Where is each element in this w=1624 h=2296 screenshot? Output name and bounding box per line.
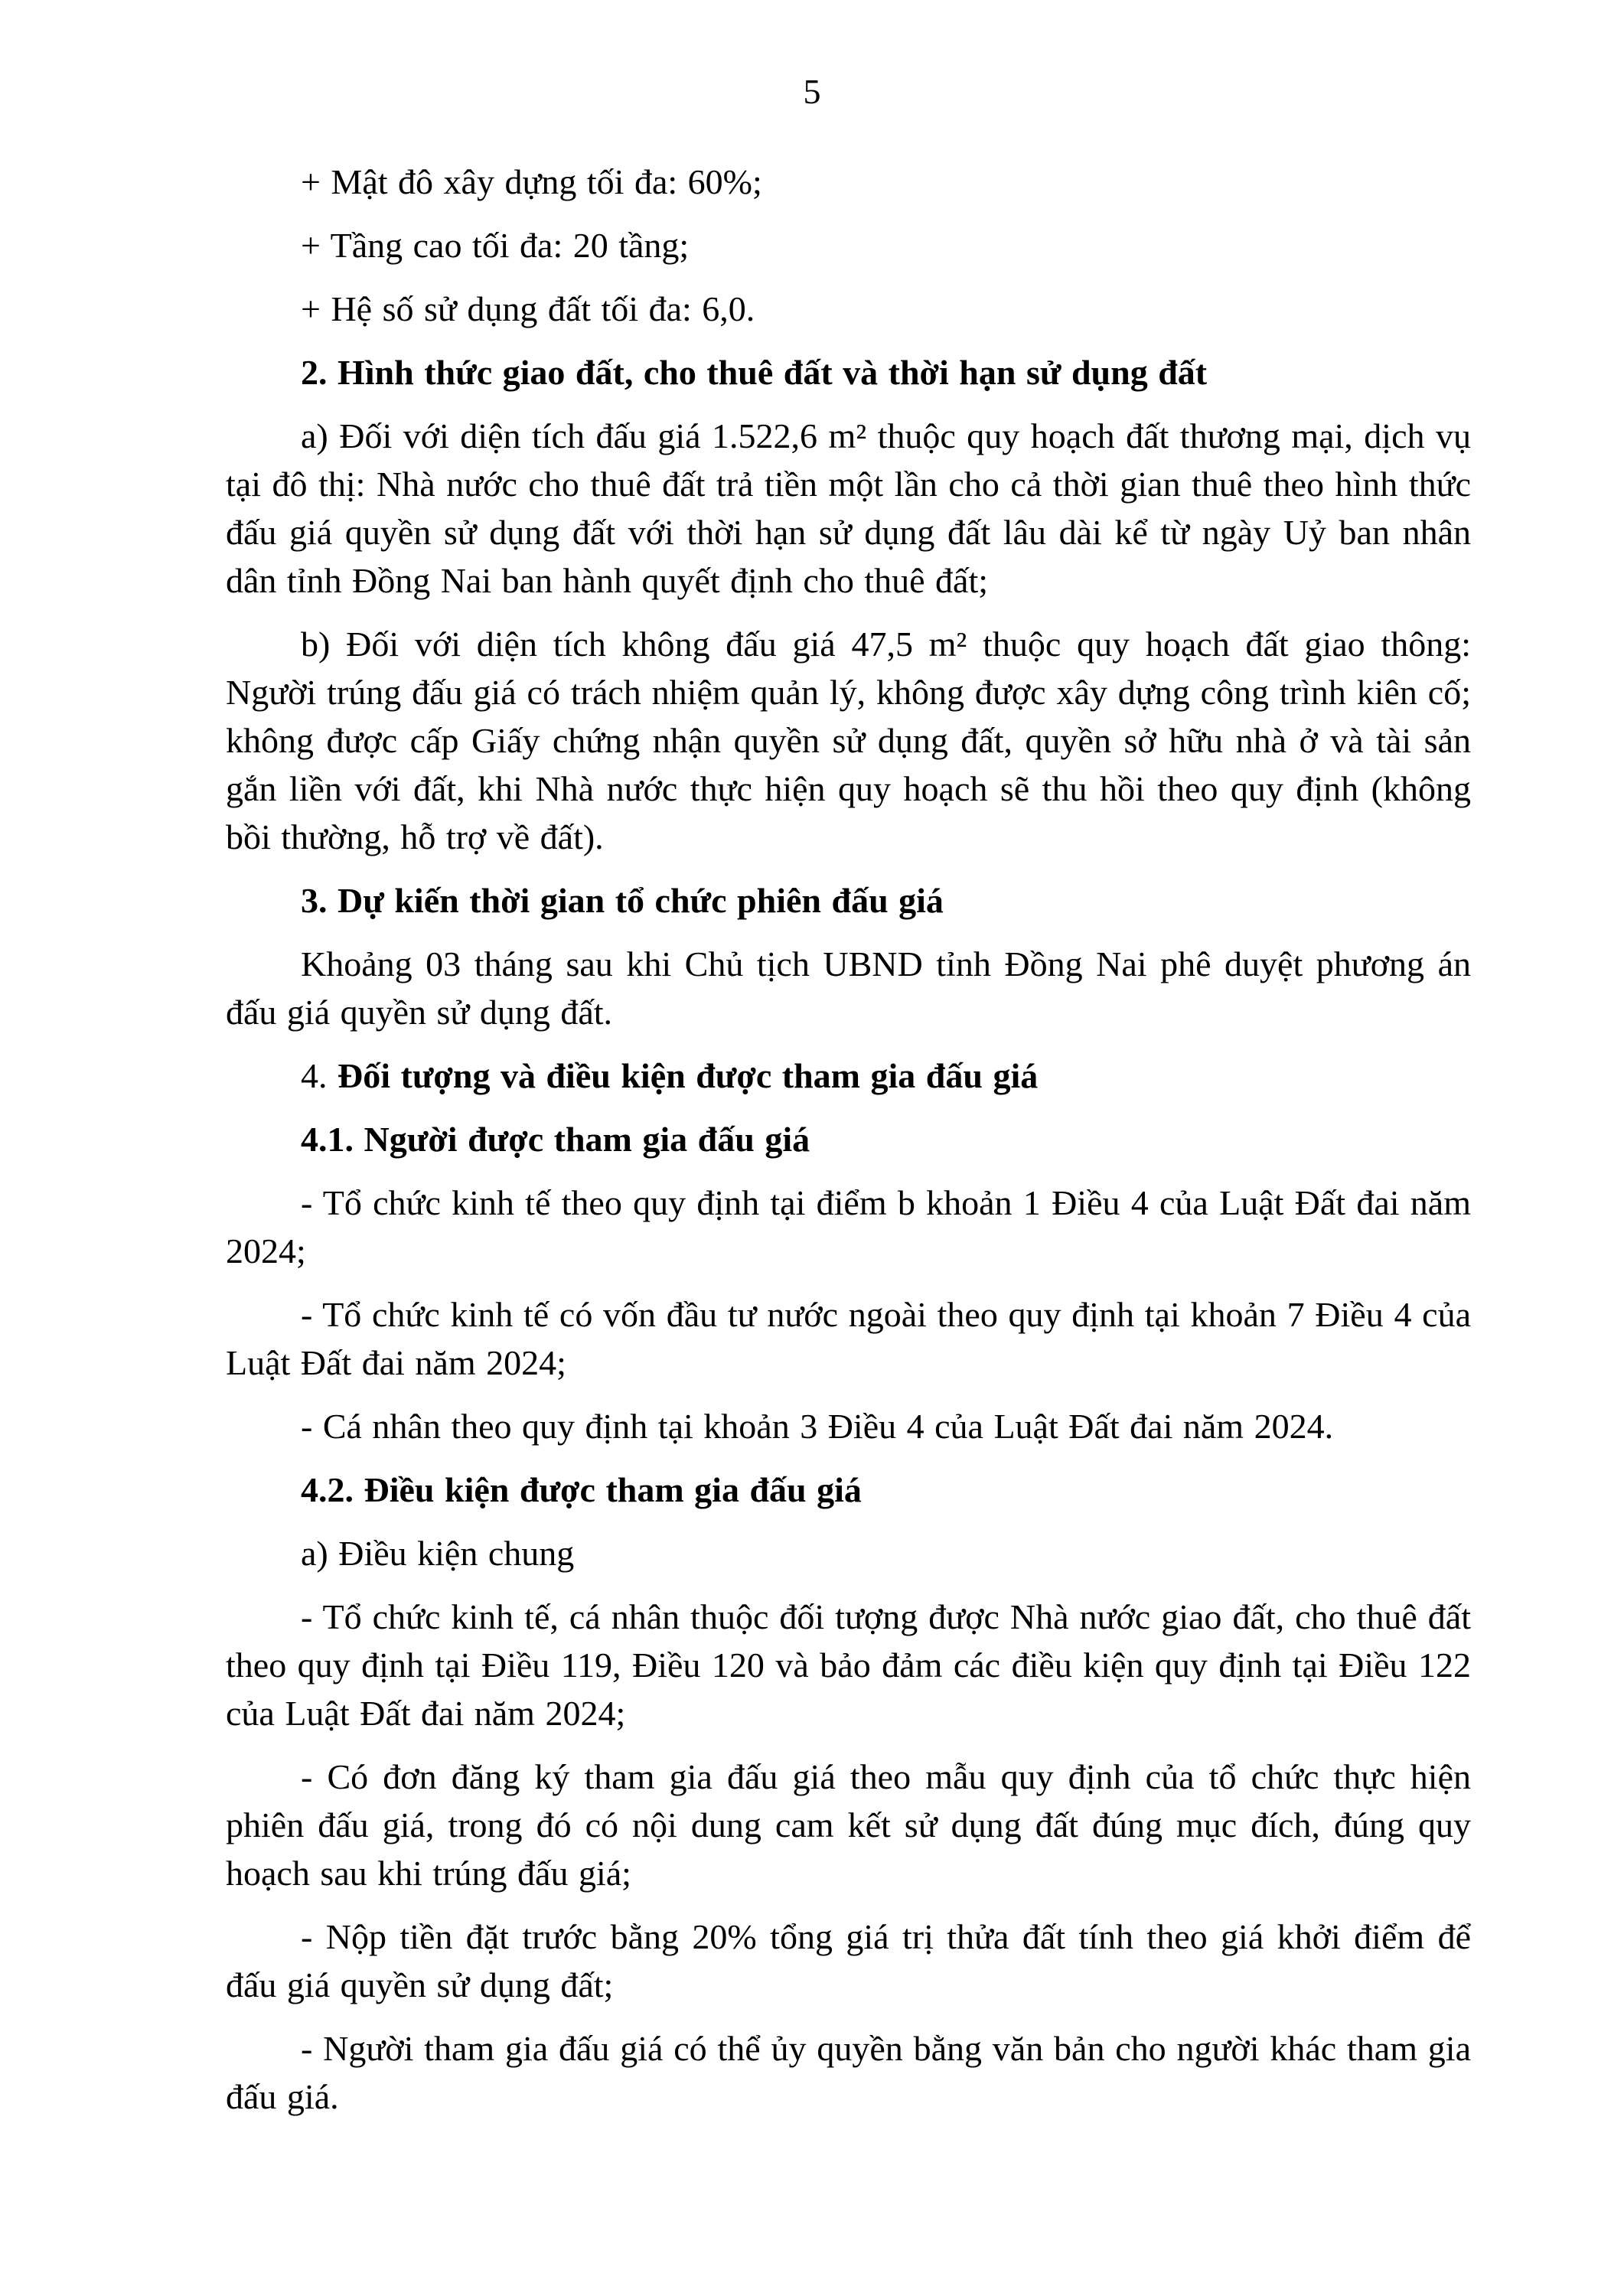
heading-section-4-2: 4.2. Điều kiện được tham gia đấu giá — [301, 1470, 862, 1509]
heading-general-conditions: a) Điều kiện chung — [301, 1534, 575, 1573]
condition-item-deposit: - Nộp tiền đặt trước bằng 20% tổng giá trị thửa đất tính theo giá khởi điểm để đấu giá quyền sử dụng đất; — [226, 1917, 1471, 2004]
heading-section-4 — [226, 1052, 1471, 1100]
paragraph-section-2b: b) Đối với diện tích không đấu giá 47,5 m² thuộc quy hoạch đất giao thông: Người trúng đấu giá có trách nhiệm quản lý, không được xây dựng công trình kiên cố; không được cấp Giấy chứng nhận quyền sử dụng đất, quyền sở hữu nhà ở và tài sản gắn liền với đất, khi Nhà nước thực hiện quy hoạch sẽ thu hồi theo quy định (không bồi thường, hỗ trợ về đất). — [226, 625, 1471, 856]
heading-section-4-1: 4.1. Người được tham gia đấu giá — [301, 1120, 810, 1159]
paragraph-section-3: Khoảng 03 tháng sau khi Chủ tịch UBND tỉnh Đồng Nai phê duyệt phương án đấu giá quyền sử dụng đất. — [226, 944, 1471, 1032]
condition-item-registration-form: - Có đơn đăng ký tham gia đấu giá theo mẫu quy định của tổ chức thực hiện phiên đấu giá, trong đó có nội dung cam kết sử dụng đất đúng mục đích, đúng quy hoạch sau khi trúng đấu giá; — [226, 1757, 1471, 1893]
heading-section-2: 2. Hình thức giao đất, cho thuê đất và thời hạn sử dụng đất — [301, 353, 1208, 392]
heading-section-4-number: 4. — [301, 1056, 328, 1095]
heading-section-3: 3. Dự kiến thời gian tổ chức phiên đấu giá — [301, 881, 944, 920]
condition-item-allocation: - Tổ chức kinh tế, cá nhân thuộc đối tượng được Nhà nước giao đất, cho thuê đất theo quy định tại Điều 119, Điều 120 và bảo đảm các điều kiện quy định tại Điều 122 của Luật Đất đai năm 2024; — [226, 1597, 1471, 1733]
eligible-item-individual: - Cá nhân theo quy định tại khoản 3 Điều 4 của Luật Đất đai năm 2024. — [301, 1407, 1334, 1446]
page-number: 5 — [803, 72, 821, 111]
heading-section-4-text: Đối tượng và điều kiện được tham gia đấu giá — [338, 1056, 1039, 1095]
planning-item-land-use-coefficient: + Hệ số sử dụng đất tối đa: 6,0. — [301, 289, 755, 328]
planning-item-density: + Mật đô xây dựng tối đa: 60%; — [301, 162, 762, 201]
paragraph-section-2a: a) Đối với diện tích đấu giá 1.522,6 m² thuộc quy hoạch đất thương mại, dịch vụ tại đô thị: Nhà nước cho thuê đất trả tiền một lần cho cả thời gian thuê theo hình thức đấu giá quyền sử dụng đất với thời hạn sử dụng đất lâu dài kể từ ngày Uỷ ban nhân dân tỉnh Đồng Nai ban hành quyết định cho thuê đất; — [226, 416, 1471, 600]
eligible-item-economic-org: - Tổ chức kinh tế theo quy định tại điểm b khoản 1 Điều 4 của Luật Đất đai năm 2024; — [226, 1183, 1471, 1270]
condition-item-authorization: - Người tham gia đấu giá có thể ủy quyền bằng văn bản cho người khác tham gia đấu giá. — [226, 2029, 1471, 2116]
planning-item-floors: + Tầng cao tối đa: 20 tầng; — [301, 226, 690, 265]
document-body — [0, 116, 1624, 2121]
eligible-item-foreign-invested-org: - Tổ chức kinh tế có vốn đầu tư nước ngoài theo quy định tại khoản 7 Điều 4 của Luật Đất đai năm 2024; — [226, 1295, 1471, 1382]
